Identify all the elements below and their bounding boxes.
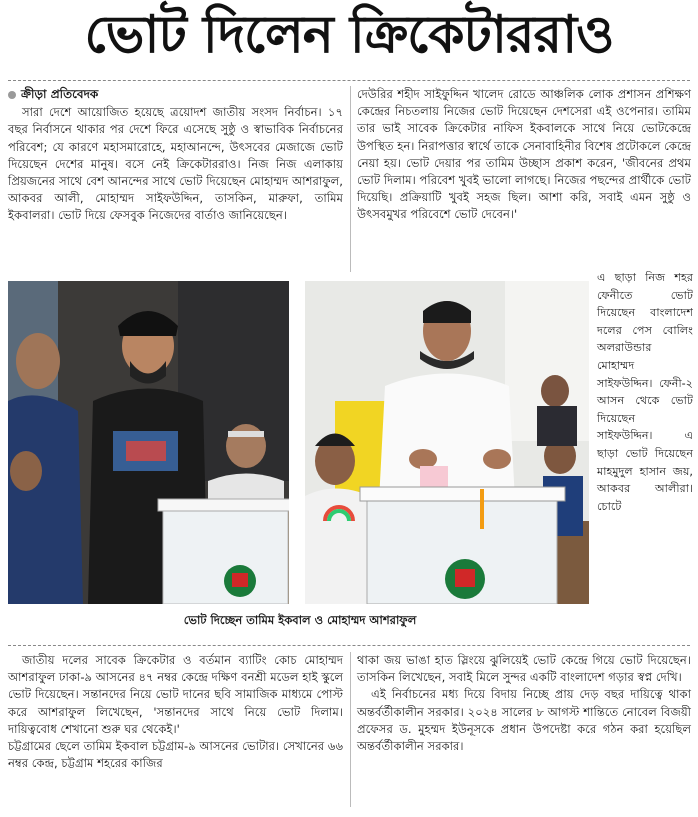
byline-text: ক্রীড়া প্রতিবেদক [21,87,99,101]
byline [8,86,343,103]
article-column-1 [8,86,343,225]
article-column-2 [357,86,691,224]
headline: ভোট দিলেন ক্রিকেটাররাও [84,4,614,65]
bullet-icon [8,91,16,99]
photo-tamim-voting [305,281,589,604]
side-column: এ ছাড়া নিজ শহর ফেনীতে ভোট দিয়েছেন বাংলাদেশ দলের পেস বোলিং অলরাউন্ডার মোহাম্মদ সাইফউদ্দিন। ফেনী-২ আসন থেকে ভোট দিয়েছেন সাইফউদ্দিন। এ ছাড়া ভোট দিয়েছেন মাহমুদুল হাসান জয়, আকবর আলীরা। চোটে [597,271,693,513]
article-column-4 [357,652,691,755]
paragraph: এই নির্বাচনের মধ্য দিয়ে বিদায় নিচ্ছে প্রায় দেড় বছর দায়িত্বে থাকা অন্তর্বর্তীকালীন সরকার। ২০২৪ সালের ৮ আগস্ট শান্তিতে নোবেল বিজয়ী প্রফেসর ড. মুহম্মদ ইউনূসকে প্রধান উপদেষ্টা করে গঠন করা হয়েছিল অন্তর্বর্তীকালীন সরকার। [357,687,691,754]
paragraph: থাকা জয় ভাঙা হাত স্লিংয়ে ঝুলিয়েই ভোট কেন্দ্রে গিয়ে ভোট দিয়েছেন। তাসকিন লিখেছেন, সবাই মিলে সুন্দর একটি বাংলাদেশ গড়ার স্বপ্ন দেখি। [357,653,691,685]
paragraph: জাতীয় দলের সাবেক ক্রিকেটার ও বর্তমান ব্যাটিং কোচ মোহাম্মদ আশরাফুল ঢাকা-৯ আসনের ৪৭ নম্বর কেন্দ্রে দক্ষিণ বনশ্রী মডেল হাই স্কুলে ভোট দিয়েছেন। সন্তানদের নিয়ে ভোট দানের ছবি সামাজিক মাধ্যমে পোস্ট করে আশরাফুল লিখেছেন, 'সন্তানদের সাথে নিয়ে ভোট দিলাম। দায়িত্ববোধ শেখানো শুরু ঘর থেকেই।' [8,653,344,736]
column-divider [350,652,351,807]
photo-caption: ভোট দিচ্ছেন তামিম ইকবাল ও মোহাম্মদ আশরাফুল [183,613,417,627]
headline-divider [8,80,690,81]
section-divider [8,645,690,646]
photo-ashraful-voting [8,281,289,604]
paragraph: দেউরির শহীদ সাইফুদ্দিন খালেদ রোডে আঞ্চলিক লোক প্রশাসন প্রশিক্ষণ কেন্দ্রের নিচতলায় নিজের ভোট দিয়েছেন দেশসেরা এই ওপেনার। তামিম তার ভাই সাবেক ক্রিকেটার নাফিস ইকবালকে সাথে নিয়ে ভোটকেন্দ্রে উপস্থিত হন। নিরাপত্তার স্বার্থে তাকে সেনাবাহিনীর বিশেষ প্রটোকলে কেন্দ্রে নেয়া হয়। ভোট দেয়ার পর তামিম উচ্ছাস প্রকাশ করেন, 'জীবনের প্রথম ভোট দিলাম। পরিবেশ খুবই ভালো লাগছে। নিজের পছন্দের প্রার্থীকে ভোট দিয়েছি। প্রক্রিয়াটি খুবই সহজ ছিল। আশা করি, সবাই এমন সুষ্ঠু ও উৎসবমুখর পরিবেশে ভোট দেবেন।' [357,87,691,222]
article-column-3 [8,652,343,772]
paragraph: সারা দেশে আয়োজিত হয়েছে ত্রয়োদশ জাতীয় সংসদ নির্বাচন। ১৭ বছর নির্বাসনে থাকার পর দেশে ফিরে এসেছে সুষ্ঠু ও স্বাভাবিক নির্বাচনের পরিবেশ; যে কারণে মহাসমারোহে, মহাআনন্দে, উৎসবের মেজাজে ভোট দিয়েছেন দেশের মানুষ। বসে নেই ক্রিকেটাররাও। নিজ নিজ এলাকায় প্রিয়জনের সাথে বেশ আনন্দের সাথে ভোট দিয়েছেন মোহাম্মদ আশরাফুল, আকবর আলী, মোহাম্মদ সাইফউদ্দিন, তাসকিন, মারুফা, তামিম ইকবালরা। ভোট দিয়ে ফেসবুক নিজেদের বার্তাও জানিয়েছেন। [8,105,343,223]
column-divider [350,86,351,272]
paragraph: চট্টগ্রামের ছেলে তামিম ইকবাল চট্টগ্রাম-৯ আসনের ভোটার। সেখানের ৬৬ নম্বর কেন্দ্র, চট্টগ্রাম শহরের কাজির [8,739,343,771]
